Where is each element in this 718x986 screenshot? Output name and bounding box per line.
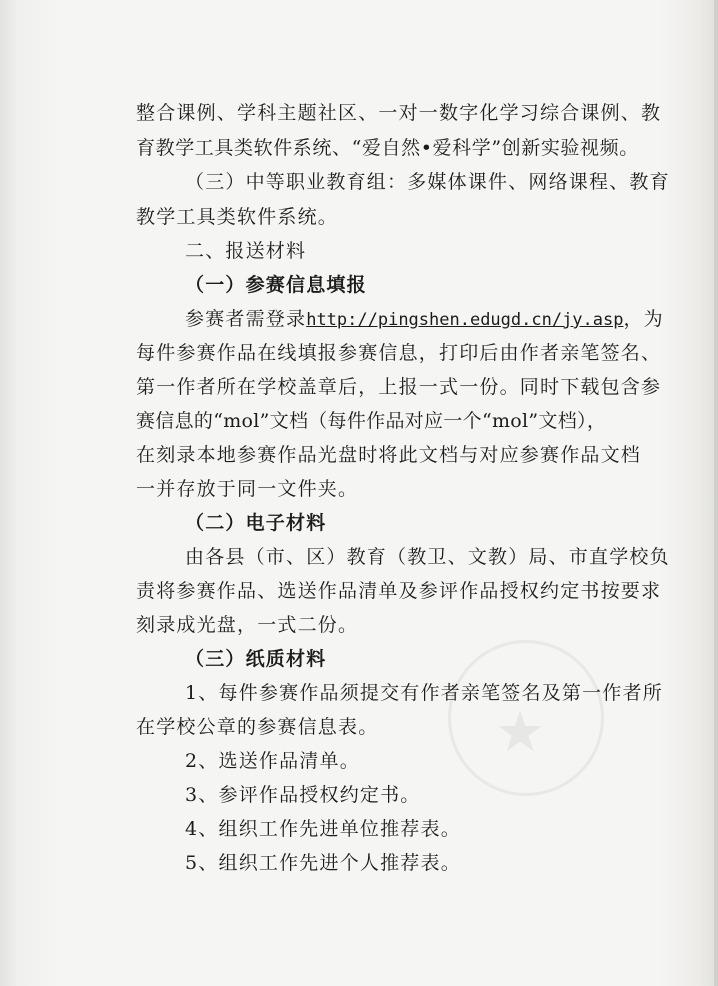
list-item-3: 3、参评作品授权约定书。 bbox=[185, 784, 421, 806]
body-line-12: 一并存放于同一文件夹。 bbox=[136, 478, 359, 500]
body-line-login bbox=[185, 307, 664, 332]
list-item-1: 1、每件参赛作品须提交有作者亲笔签名及第一作者所 bbox=[185, 682, 663, 704]
body-line-4: 教学工具类软件系统。 bbox=[136, 206, 339, 228]
subheading-2: （二）电子材料 bbox=[185, 512, 327, 534]
list-item-4: 4、组织工作先进单位推荐表。 bbox=[185, 818, 461, 840]
login-suffix: ，为 bbox=[623, 308, 664, 330]
list-item-1-cont: 在学校公章的参赛信息表。 bbox=[136, 716, 379, 738]
subheading-3: （三）纸质材料 bbox=[185, 648, 327, 670]
faded-seal-star-icon: ★ bbox=[495, 700, 546, 765]
body-line-8: 每件参赛作品在线填报参赛信息，打印后由作者亲笔签名、 bbox=[136, 342, 662, 364]
list-item-2: 2、选送作品清单。 bbox=[185, 750, 360, 772]
list-item-5: 5、组织工作先进个人推荐表。 bbox=[185, 852, 461, 874]
body-line-16: 刻录成光盘，一式二份。 bbox=[136, 614, 359, 636]
body-line-2: 育教学工具类软件系统、“爱自然•爱科学”创新实验视频。 bbox=[136, 137, 639, 159]
login-prefix: 参赛者需登录 bbox=[185, 308, 307, 330]
body-line-15: 责将参赛作品、选送作品清单及参评作品授权约定书按要求 bbox=[136, 580, 662, 602]
body-line-11: 在刻录本地参赛作品光盘时将此文档与对应参赛作品文档 bbox=[136, 444, 642, 466]
body-line-14: 由各县（市、区）教育（教卫、文教）局、市直学校负 bbox=[185, 546, 670, 568]
body-line-9: 第一作者所在学校盖章后，上报一式一份。同时下载包含参 bbox=[136, 376, 662, 398]
body-line-1: 整合课例、学科主题社区、一对一数字化学习综合课例、教 bbox=[136, 102, 662, 124]
body-line-10: 赛信息的“mol”文档（每件作品对应一个“mol”文档）， bbox=[136, 410, 607, 432]
section-heading-2: 二、报送材料 bbox=[185, 240, 307, 262]
registration-url-link[interactable]: http://pingshen.edugd.cn/jy.asp bbox=[306, 310, 624, 330]
subheading-1: （一）参赛信息填报 bbox=[185, 274, 367, 296]
body-line-3: （三）中等职业教育组：多媒体课件、网络课程、教育 bbox=[185, 171, 670, 193]
page-edge-shadow bbox=[714, 0, 718, 986]
